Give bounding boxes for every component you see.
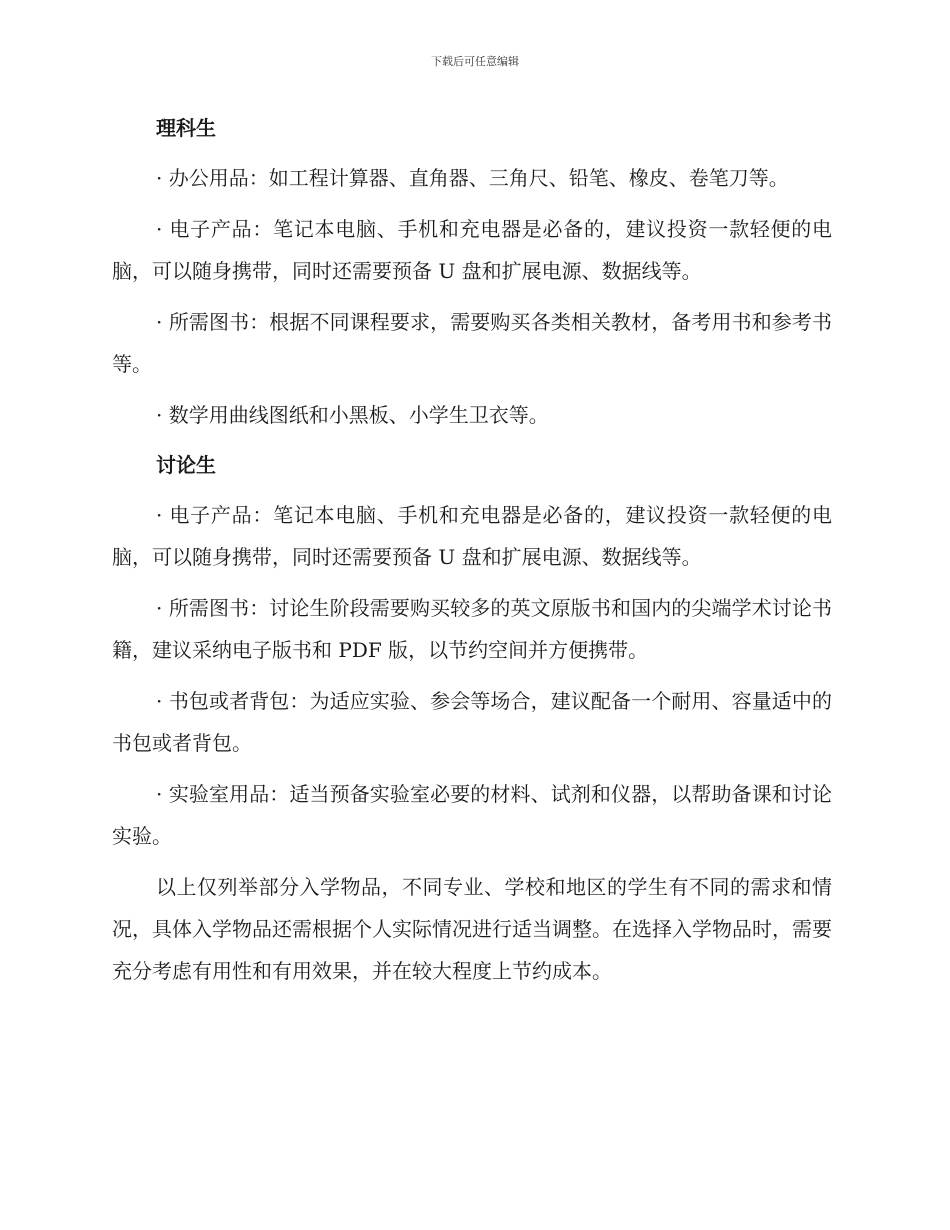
list-item: · 办公用品：如工程计算器、直角器、三角尺、铅笔、橡皮、卷笔刀等。 (156, 166, 789, 190)
list-item: · 数学用曲线图纸和小黑板、小学生卫衣等。 (156, 403, 549, 427)
list-item: · 实验室用品：适当预备实验室必要的材料、试剂和仪器，以帮助备课和讨论实验。 (112, 782, 832, 848)
list-item: · 电子产品：笔记本电脑、手机和充电器是必备的，建议投资一款轻便的电脑，可以随身携带，同时还需要预备 U 盘和扩展电源、数据线等。 (112, 217, 832, 283)
list-item: · 所需图书：根据不同课程要求，需要购买各类相关教材，备考用书和参考书等。 (112, 310, 832, 376)
section-heading-science: 理科生 (156, 116, 216, 140)
list-item: · 所需图书：讨论生阶段需要购买较多的英文原版书和国内的尖端学术讨论书籍，建议采纳电子版书和 PDF 版，以节约空间并方便携带。 (112, 596, 832, 662)
document-body (112, 108, 832, 1001)
list-item: · 书包或者背包：为适应实验、参会等场合，建议配备一个耐用、容量适中的书包或者背包。 (112, 689, 832, 755)
page-header: 下载后可任意编辑 (431, 55, 519, 68)
section-heading-graduate: 讨论生 (156, 453, 216, 477)
list-item: · 电子产品：笔记本电脑、手机和充电器是必备的，建议投资一款轻便的电脑，可以随身携带，同时还需要预备 U 盘和扩展电源、数据线等。 (112, 503, 832, 569)
conclusion-paragraph: 以上仅列举部分入学物品，不同专业、学校和地区的学生有不同的需求和情况，具体入学物品还需根据个人实际情况进行适当调整。在选择入学物品时，需要充分考虑有用性和有用效果，并在较大程度上节约成本。 (112, 875, 832, 983)
